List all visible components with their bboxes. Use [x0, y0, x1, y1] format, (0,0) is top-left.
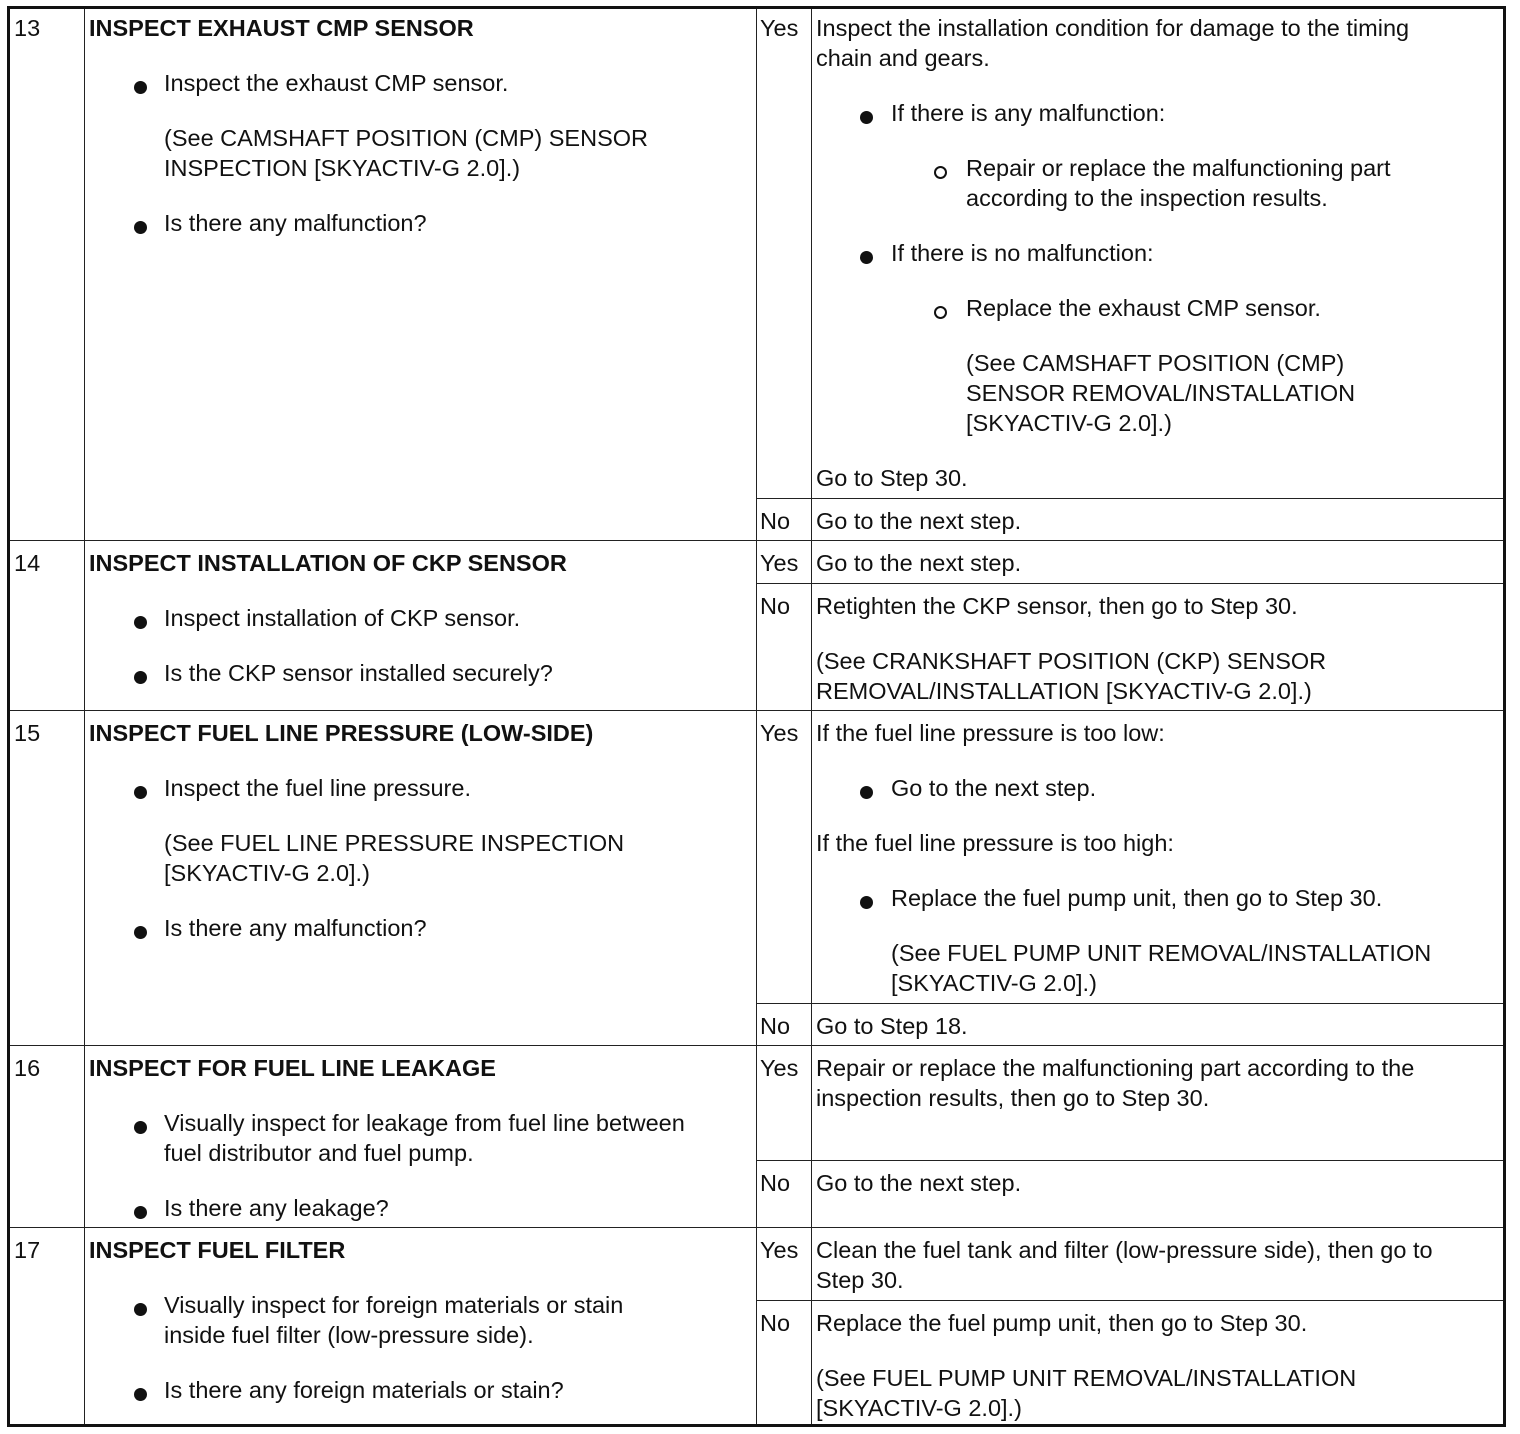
step-title: INSPECT EXHAUST CMP SENSOR	[89, 15, 474, 41]
bullet-icon	[860, 896, 873, 909]
result-text: Repair or replace the malfunctioning part according to the	[816, 1055, 1415, 1081]
step-title: INSPECT FOR FUEL LINE LEAKAGE	[89, 1055, 496, 1081]
action-text: Is there any leakage?	[164, 1195, 389, 1221]
result-text: Step 30.	[816, 1267, 904, 1293]
diagnostic-procedure-table	[7, 6, 1506, 1427]
bullet-icon	[860, 251, 873, 264]
action-text: Is there any malfunction?	[164, 210, 427, 236]
result-text: [SKYACTIV-G 2.0].)	[966, 410, 1172, 436]
step-number: 17	[14, 1237, 41, 1263]
bullet-icon	[134, 1388, 147, 1401]
action-text: Inspect the exhaust CMP sensor.	[164, 70, 509, 96]
action-text: (See CAMSHAFT POSITION (CMP) SENSOR	[164, 125, 648, 151]
action-text: Is there any foreign materials or stain?	[164, 1377, 564, 1403]
yes-no-divider	[756, 498, 1503, 499]
row-divider	[10, 1045, 1503, 1046]
bullet-icon	[134, 671, 147, 684]
no-label: No	[760, 508, 791, 534]
yes-no-divider	[756, 1160, 1503, 1161]
bullet-icon	[134, 1121, 147, 1134]
sub-bullet-icon	[934, 306, 947, 319]
yes-no-divider	[756, 1300, 1503, 1301]
result-text: Inspect the installation condition for damage to the timing	[816, 15, 1410, 41]
step-title: INSPECT FUEL LINE PRESSURE (LOW-SIDE)	[89, 720, 594, 746]
result-text: inspection results, then go to Step 30.	[816, 1085, 1210, 1111]
result-text: Replace the fuel pump unit, then go to Step 30.	[816, 1310, 1308, 1336]
action-text: inside fuel filter (low-pressure side).	[164, 1322, 534, 1348]
yes-label: Yes	[760, 720, 799, 746]
result-text: If the fuel line pressure is too high:	[816, 830, 1174, 856]
no-label: No	[760, 1013, 791, 1039]
column-divider	[756, 9, 757, 1424]
bullet-icon	[860, 786, 873, 799]
yes-label: Yes	[760, 15, 799, 41]
bullet-icon	[134, 1206, 147, 1219]
bullet-icon	[134, 1303, 147, 1316]
no-label: No	[760, 1310, 791, 1336]
step-number: 14	[14, 550, 41, 576]
action-text: Inspect the fuel line pressure.	[164, 775, 471, 801]
result-text: Go to Step 30.	[816, 465, 968, 491]
result-text: Retighten the CKP sensor, then go to Step 30.	[816, 593, 1298, 619]
step-number: 16	[14, 1055, 41, 1081]
yes-no-divider	[756, 583, 1503, 584]
action-text: INSPECTION [SKYACTIV-G 2.0].)	[164, 155, 521, 181]
action-text: fuel distributor and fuel pump.	[164, 1140, 474, 1166]
row-divider	[10, 1227, 1503, 1228]
action-text: Visually inspect for leakage from fuel line between	[164, 1110, 685, 1136]
bullet-icon	[860, 111, 873, 124]
result-text: Go to the next step.	[816, 550, 1022, 576]
action-text: (See FUEL LINE PRESSURE INSPECTION	[164, 830, 625, 856]
yes-label: Yes	[760, 1055, 799, 1081]
result-text: If the fuel line pressure is too low:	[816, 720, 1165, 746]
bullet-icon	[134, 786, 147, 799]
result-text: Go to the next step.	[891, 775, 1097, 801]
step-title: INSPECT INSTALLATION OF CKP SENSOR	[89, 550, 567, 576]
result-text: If there is no malfunction:	[891, 240, 1154, 266]
action-text: Is the CKP sensor installed securely?	[164, 660, 553, 686]
result-text: Go to the next step.	[816, 1170, 1022, 1196]
result-text: [SKYACTIV-G 2.0].)	[891, 970, 1097, 996]
action-text: Visually inspect for foreign materials or stain	[164, 1292, 624, 1318]
action-text: Is there any malfunction?	[164, 915, 427, 941]
result-text: chain and gears.	[816, 45, 990, 71]
result-text: Repair or replace the malfunctioning part	[966, 155, 1391, 181]
step-number: 13	[14, 15, 41, 41]
bullet-icon	[134, 616, 147, 629]
result-text: Replace the fuel pump unit, then go to Step 30.	[891, 885, 1383, 911]
action-text: [SKYACTIV-G 2.0].)	[164, 860, 370, 886]
no-label: No	[760, 1170, 791, 1196]
result-text: (See FUEL PUMP UNIT REMOVAL/INSTALLATION	[891, 940, 1432, 966]
result-text: (See FUEL PUMP UNIT REMOVAL/INSTALLATION	[816, 1365, 1357, 1391]
result-text: REMOVAL/INSTALLATION [SKYACTIV-G 2.0].)	[816, 678, 1312, 704]
row-divider	[10, 710, 1503, 711]
no-label: No	[760, 593, 791, 619]
yes-label: Yes	[760, 550, 799, 576]
yes-no-divider	[756, 1003, 1503, 1004]
result-text: according to the inspection results.	[966, 185, 1328, 211]
step-title: INSPECT FUEL FILTER	[89, 1237, 346, 1263]
step-number: 15	[14, 720, 41, 746]
bullet-icon	[134, 221, 147, 234]
sub-bullet-icon	[934, 166, 947, 179]
result-text: Go to the next step.	[816, 508, 1022, 534]
result-text: Go to Step 18.	[816, 1013, 968, 1039]
result-text: If there is any malfunction:	[891, 100, 1166, 126]
result-text: Clean the fuel tank and filter (low-pressure side), then go to	[816, 1237, 1433, 1263]
bullet-icon	[134, 926, 147, 939]
column-divider	[84, 9, 85, 1424]
result-text: SENSOR REMOVAL/INSTALLATION	[966, 380, 1356, 406]
column-divider	[811, 9, 812, 1424]
result-text: Replace the exhaust CMP sensor.	[966, 295, 1321, 321]
bullet-icon	[134, 81, 147, 94]
result-text: [SKYACTIV-G 2.0].)	[816, 1395, 1022, 1421]
row-divider	[10, 540, 1503, 541]
action-text: Inspect installation of CKP sensor.	[164, 605, 521, 631]
result-text: (See CAMSHAFT POSITION (CMP)	[966, 350, 1345, 376]
yes-label: Yes	[760, 1237, 799, 1263]
result-text: (See CRANKSHAFT POSITION (CKP) SENSOR	[816, 648, 1327, 674]
